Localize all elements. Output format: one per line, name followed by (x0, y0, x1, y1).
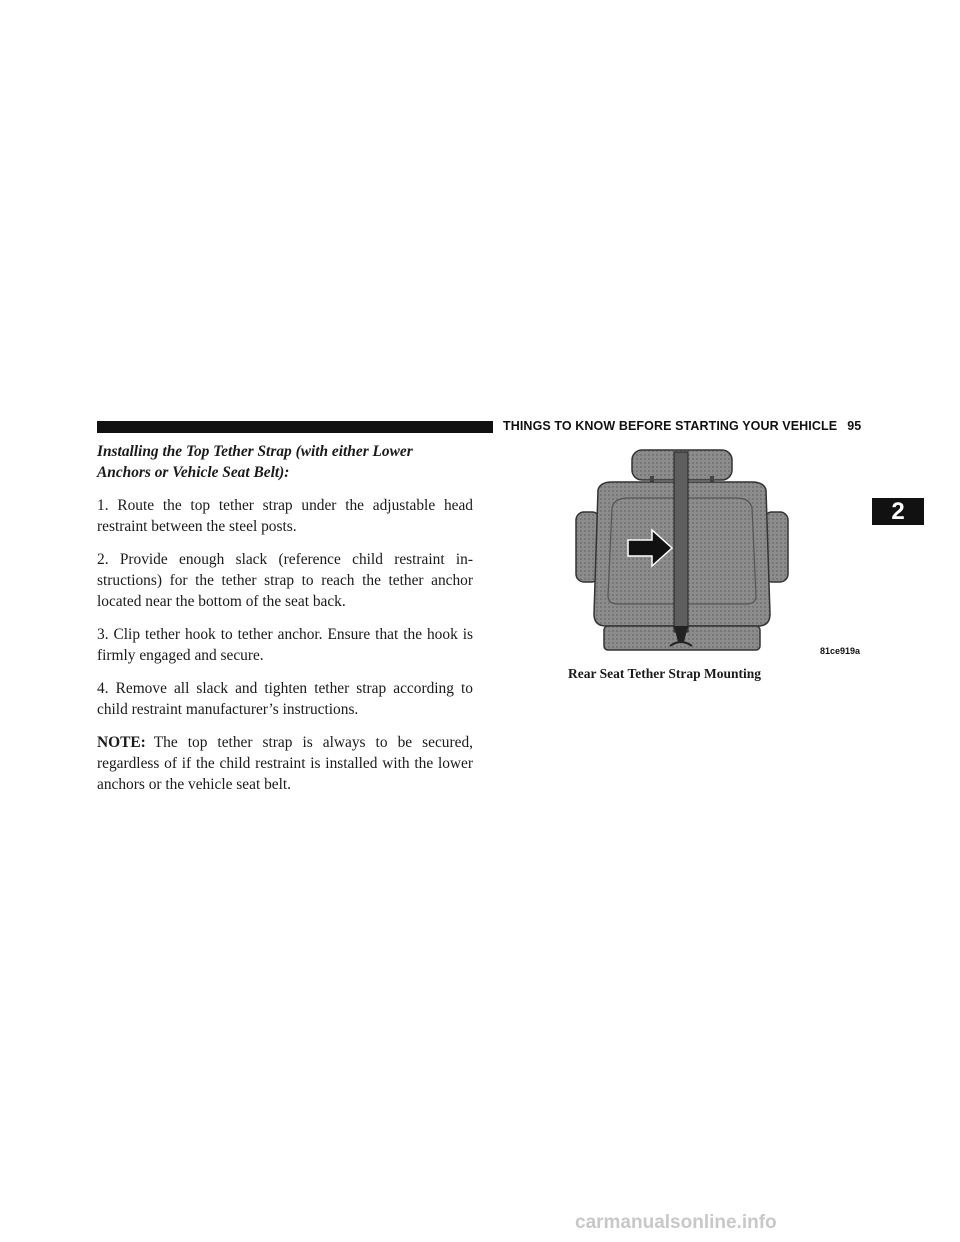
note-paragraph (97, 732, 473, 795)
chapter-tab: 2 (872, 498, 924, 525)
tether-strap (674, 452, 688, 632)
step-1: 1. Route the top tether strap under the adjustable head restraint between the steel posts. (97, 497, 473, 535)
note-text: The top tether strap is always to be secured, regardless of if the child restraint is installed with the lower anchors or the vehicle seat belt. (97, 734, 473, 793)
running-header (503, 419, 873, 433)
figure-code: 81ce919a (820, 646, 861, 656)
header-title: THINGS TO KNOW BEFORE STARTING YOUR VEHICLE (503, 419, 838, 433)
note-label: NOTE: (97, 734, 146, 751)
rear-seat-tether-illustration (568, 446, 864, 656)
step-4: 4. Remove all slack and tighten tether strap according to child restraint manufacturer’s instructions. (97, 680, 473, 718)
page-number: 95 (847, 419, 862, 433)
step-3: 3. Clip tether hook to tether anchor. Ensure that the hook is firmly engaged and secure. (97, 626, 473, 664)
header-rule (97, 421, 493, 433)
section-heading: Installing the Top Tether Strap (with either Lower Anchors or Vehicle Seat Belt): (97, 443, 413, 481)
instructions-column (97, 441, 473, 807)
watermark: carmanualsonline.info (575, 1212, 777, 1233)
seat-illustration (568, 446, 864, 656)
figure-caption: Rear Seat Tether Strap Mounting (568, 666, 762, 681)
step-2: 2. Provide enough slack (reference child restraint in-structions) for the tether strap to reach the tether anchor located near the bottom of the seat back. (97, 551, 473, 610)
